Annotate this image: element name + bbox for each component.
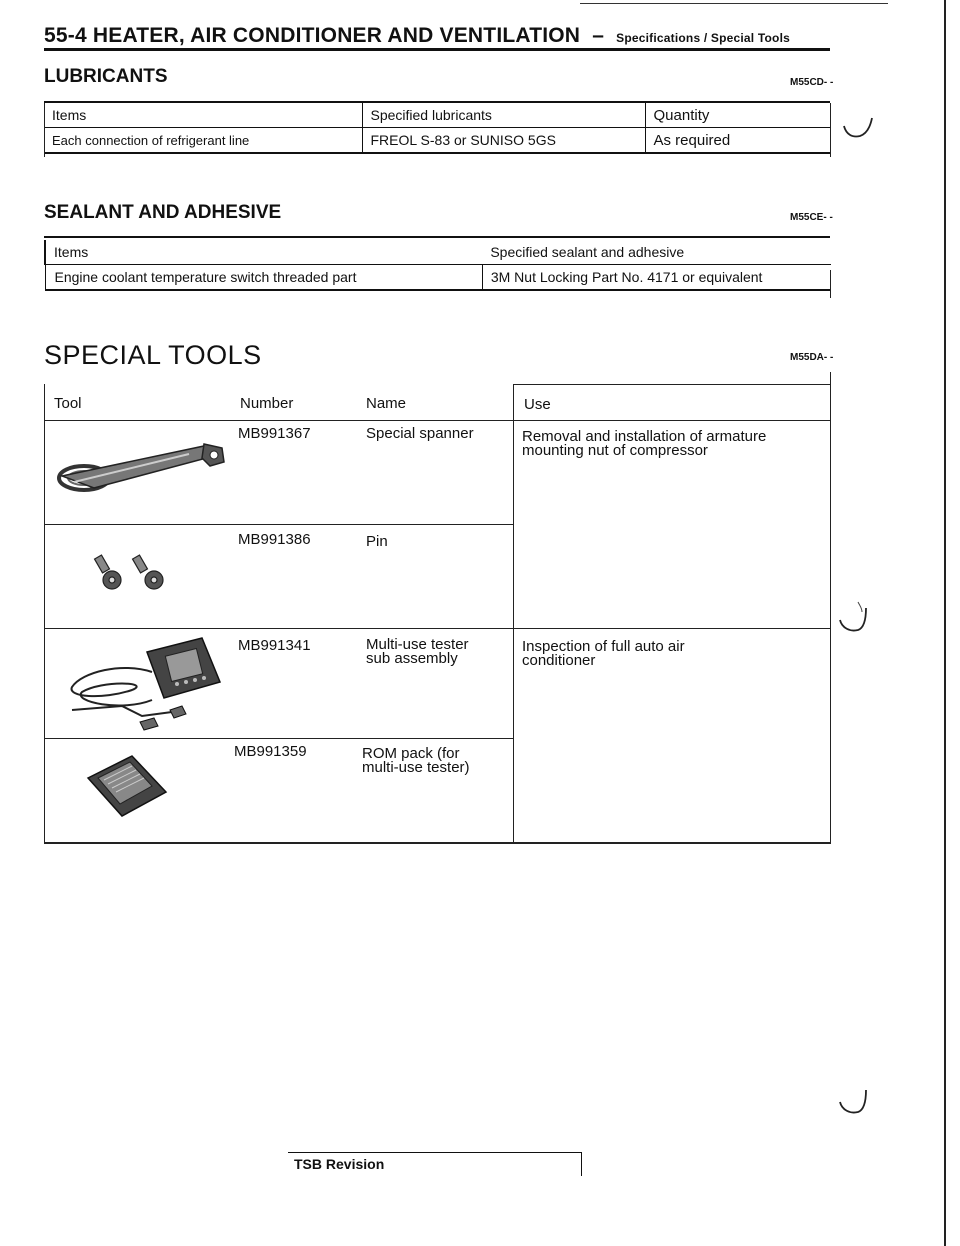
tsb-revision-label: TSB Revision (294, 1156, 385, 1172)
table-cell: As required (645, 128, 831, 154)
special-tools-code: M55DA- - (790, 352, 834, 363)
sealant-top-rule (44, 236, 830, 238)
table-cell: Each connection of refrigerant line (52, 132, 250, 148)
header-rule (44, 48, 830, 51)
tool-use: Removal and installation of armature mounting nut of compressor (522, 428, 767, 459)
table-cell: Engine coolant temperature switch threaded part (45, 265, 482, 291)
table-cell: 3M Nut Locking Part No. 4171 or equivalent (482, 265, 831, 291)
tool-number: MB991367 (238, 425, 311, 442)
sealant-table (44, 240, 831, 291)
page-header (44, 24, 790, 48)
use-column-divider (513, 384, 514, 844)
header-rule (44, 420, 831, 421)
tester-icon (62, 632, 232, 732)
table-left-border (44, 103, 45, 157)
sealant-code: M55CE- - (790, 212, 833, 223)
header-dash: – (592, 24, 605, 47)
tool-number: MB991386 (238, 531, 311, 548)
row-divider (44, 738, 514, 739)
tool-name: Multi-use tester sub assembly (366, 636, 469, 667)
table-header-row (44, 103, 831, 128)
table-header-cell: Specified sealant and adhesive (482, 240, 831, 265)
table-header-cell: Quantity (645, 103, 831, 128)
use-column-top-rule (513, 384, 831, 385)
page-edge-rule (944, 0, 946, 1246)
tool-name: Special spanner (366, 425, 474, 442)
table-header-cell: Specified lubricants (362, 103, 645, 128)
table-right-border (830, 372, 831, 844)
special-tools-title: SPECIAL TOOLS (44, 340, 262, 370)
spanner-icon (54, 438, 229, 500)
lubricants-code: M55CD- - (790, 77, 834, 88)
check-mark-icon (836, 600, 870, 634)
lubricants-title: LUBRICANTS (44, 66, 168, 87)
tool-number: MB991341 (238, 637, 311, 654)
row-divider (44, 628, 831, 629)
tool-name: ROM pack (for multi-use tester) (362, 745, 470, 776)
table-row (44, 128, 831, 154)
lubricants-table (44, 103, 831, 154)
use-column-header: Use (524, 396, 551, 413)
table-left-border (44, 384, 45, 844)
table-header-cell: Items (44, 103, 362, 128)
tool-number: MB991359 (234, 743, 307, 760)
page-subtitle: Specifications / Special Tools (616, 31, 790, 45)
page-title: 55-4 HEATER, AIR CONDITIONER AND VENTILATION (44, 24, 581, 47)
table-row (45, 265, 831, 291)
table-header-cell: Items (45, 240, 482, 265)
tool-use: Inspection of full auto air conditioner (522, 638, 685, 669)
check-mark-icon (836, 1082, 870, 1116)
top-rule (580, 3, 888, 4)
table-right-border (830, 103, 831, 157)
sealant-title: SEALANT AND ADHESIVE (44, 202, 282, 223)
table-header-row (45, 240, 831, 265)
table-right-border (830, 270, 831, 298)
tool-name: Pin (366, 533, 388, 550)
tool-column-header: Tool (54, 395, 82, 412)
rom-pack-icon (82, 752, 172, 820)
check-mark-icon (842, 116, 876, 140)
tsb-revision-box (288, 1152, 582, 1176)
pin-icon (92, 552, 177, 594)
row-divider (44, 524, 514, 525)
table-bottom-rule (44, 842, 831, 844)
number-column-header: Number (240, 395, 294, 412)
table-cell: FREOL S-83 or SUNISO 5GS (362, 128, 645, 154)
name-column-header: Name (366, 395, 407, 412)
